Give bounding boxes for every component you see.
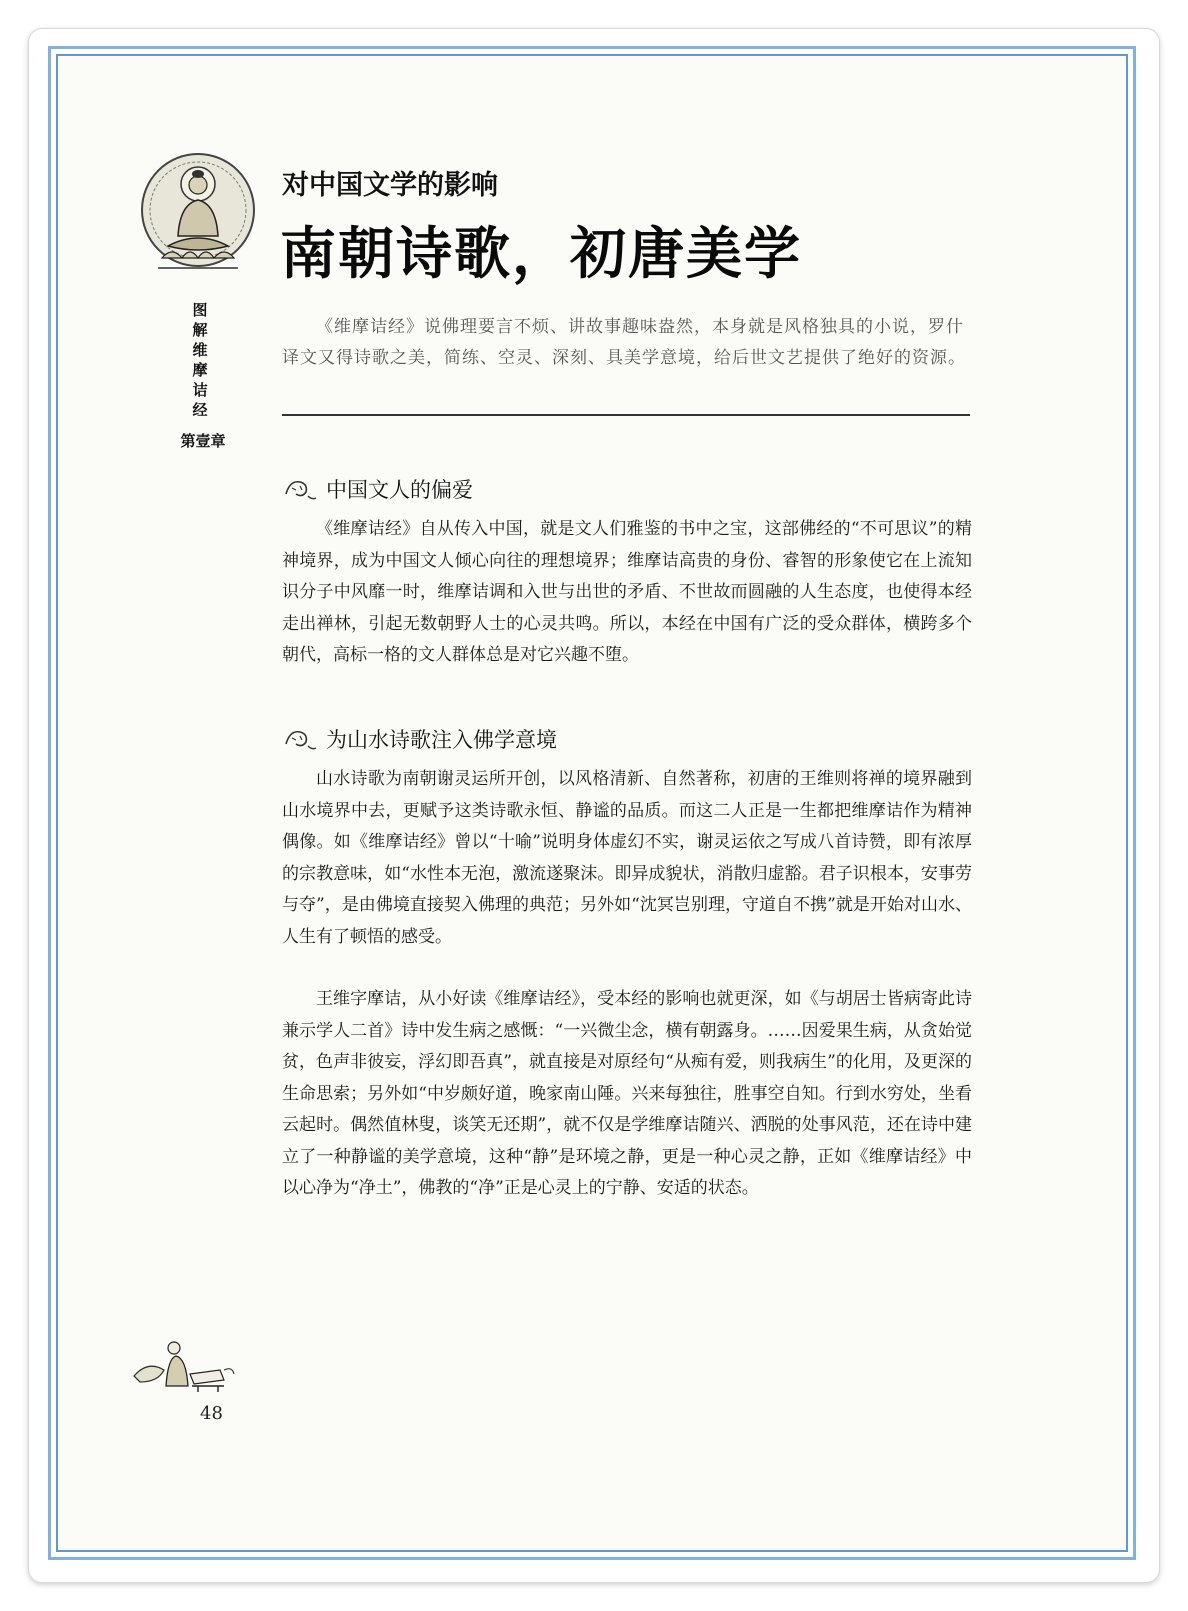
- book-title-char: 维: [192, 341, 208, 359]
- section-heading-text: 中国文人的偏爱: [326, 478, 473, 502]
- book-title-char: 图: [192, 301, 208, 319]
- section-heading-text: 为山水诗歌注入佛学意境: [326, 728, 557, 752]
- book-title-vertical: [190, 300, 210, 420]
- ornament-icon: [282, 724, 318, 754]
- section-heading: [282, 724, 557, 754]
- chapter-label: 第壹章: [180, 432, 226, 450]
- book-title-char: 摩: [192, 361, 208, 379]
- header-divider: [282, 414, 970, 416]
- section-paragraph: 《维摩诘经》自从传入中国，就是文人们雅鉴的书中之宝，这部佛经的“不可思议”的精神境界，成为中国文人倾心向往的理想境界；维摩诘高贵的身份、睿智的形象使它在上流知识分子中风靡一时，维摩诘调和入世与出世的矛盾、不世故而圆融的人生态度，也使得本经走出禅林，引起无数朝野人士的心灵共鸣。所以，本经在中国有广泛的受众群体，横跨多个朝代，高标一格的文人群体总是对它兴趣不堕。: [282, 519, 972, 665]
- intro-paragraph: 《维摩诘经》说佛理要言不烦、讲故事趣味盎然，本身就是风格独具的小说，罗什译文又得诗歌之美，简练、空灵、深刻、具美学意境，给后世文艺提供了绝好的资源。: [282, 317, 966, 368]
- section-paragraph: 王维字摩诘，从小好读《维摩诘经》，受本经的影响也就更深，如《与胡居士皆病寄此诗兼示学人二首》诗中发生病之感慨：“一兴微尘念，横有朝露身。……因爱果生病，从贪始觉贫，色声非彼妄，浮幻即吾真”，就直接是对原经句“从痴有爱，则我病生”的化用，及更深的生命思索；另外如“中岁颇好道，晚家南山陲。兴来每独往，胜事空自知。行到水穷处，坐看云起时。偶然值林叟，谈笑无还期”，就不仅是学维摩诘随兴、洒脱的处事风范，还在诗中建立了一种静谧的美学意境，这种“静”是环境之静，更是一种心灵之静，正如《维摩诘经》中以心净为“净土”，佛教的“净”正是心灵上的宁静、安适的状态。: [282, 989, 972, 1198]
- section-heading: [282, 474, 473, 504]
- ornament-icon: [282, 474, 318, 504]
- book-title-char: 经: [192, 401, 208, 419]
- page-number: 48: [200, 1403, 223, 1424]
- buddha-medallion-icon: [138, 150, 258, 280]
- book-title-char: 诘: [192, 381, 208, 399]
- section-paragraph: 山水诗歌为南朝谢灵运所开创，以风格清新、自然著称，初唐的王维则将禅的境界融到山水境界中去，更赋予这类诗歌永恒、静谧的品质。而这二人正是一生都把维摩诘作为精神偶像。如《维摩诘经》曾以“十喻”说明身体虚幻不实，谢灵运依之写成八首诗赞，即有浓厚的宗教意味，如“水性本无泡，激流遂聚沫。即异成貌状，消散归虚豁。君子识根本，安事劳与夺”，是由佛境直接契入佛理的典范；另外如“沈冥岂别理，守道自不携”就是开始对山水、人生有了顿悟的感受。: [282, 769, 972, 947]
- page-subtitle: 对中国文学的影响: [282, 170, 498, 201]
- figures-vignette-icon: [128, 1330, 238, 1394]
- book-title-char: 解: [192, 321, 208, 339]
- page-title: 南朝诗歌，初唐美学: [280, 221, 802, 287]
